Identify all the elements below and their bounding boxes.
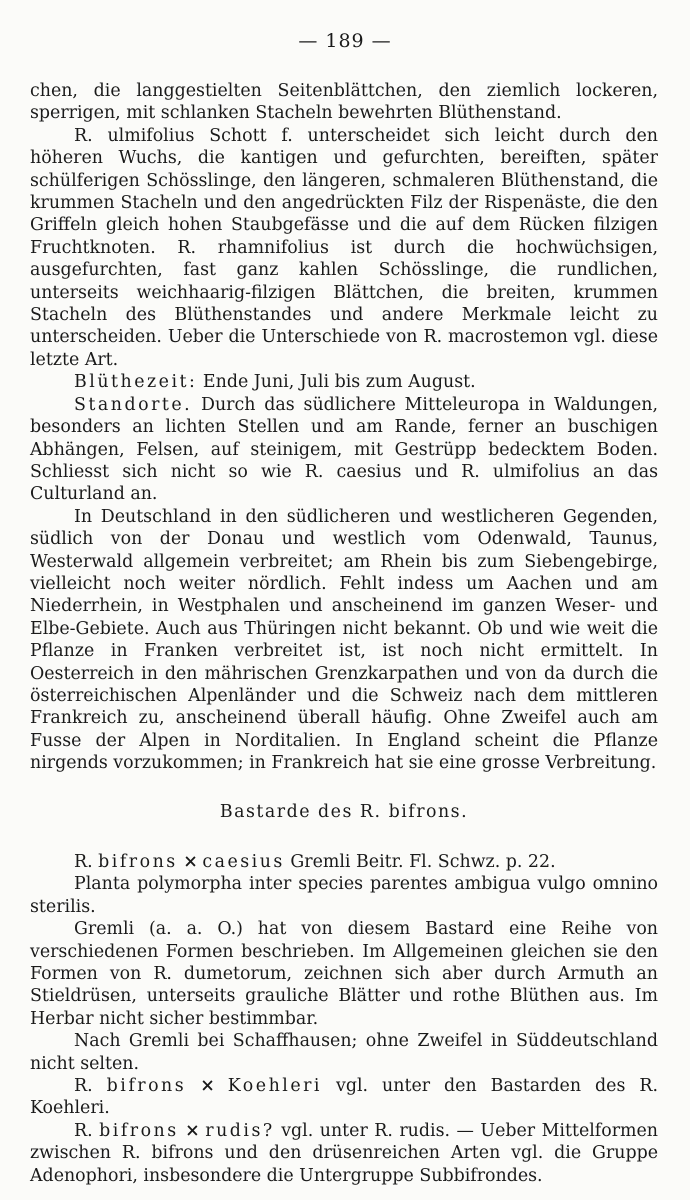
paragraph-standorte <box>30 394 658 506</box>
entry-parent-2: Koehleri <box>227 1076 322 1097</box>
page-body <box>30 80 658 1187</box>
page-number: — 189 — <box>298 30 392 52</box>
entry-distribution: Nach Gremli bei Schaffhausen; ohne Zweifel in Süddeutschland nicht selten. <box>30 1031 658 1074</box>
paragraph-continuation: chen, die langgestielten Seitenblättchen, den ziemlich lockeren, sperrigen, mit schlanken Stacheln bewehrten Blüthenstand. <box>30 81 658 124</box>
paragraph-ulmifolius: R. ulmifolius Schott f. unterscheidet sich leicht durch den höheren Wuchs, die kantigen und gefurchten, bereiften, später schülferigen Schösslinge, den längeren, schmaleren Blüthenstand, die krummen Stacheln und den angedrückten Filz der Rispenäste, die den Griffeln gleich hohen Staubgefässe und die auf dem Rücken filzigen Fruchtknoten. R. rhamnifolius ist durch die hochwüchsigen, ausgefurchten, fast ganz kahlen Schösslinge, die rundlichen, unterseits weichhaarig-filzigen Blättchen, die breiten, krummen Stacheln des Blüthenstandes und andere Merkmale leicht zu unterscheiden. Ueber die Unterschiede von R. macrostemon vgl. diese letzte Art. <box>30 125 658 370</box>
paragraph-verbreitung: In Deutschland in den südlicheren und westlicheren Gegenden, südlich von der Donau und westlich vom Odenwald, Taunus, Westerwald allgemein verbreitet; am Rhein bis zum Siebengebirge, vielleicht noch weiter nördlich. Fehlt indess um Aachen und am Niederrhein, in Westphalen und anscheinend im ganzen Weser- und Elbe-Gebiete. Auch aus Thüringen nicht bekannt. Ob und wie weit die Pflanze in Franken verbreitet ist, ist noch nicht ermittelt. In Oesterreich in den mährischen Grenzkarpathen und von da durch die österreichischen Alpenländer und die Schweiz nach dem mittleren Frankreich zu, anscheinend überall häufig. Ohne Zweifel auch am Fusse der Alpen in Norditalien. In England scheint die Pflanze nirgends vorzukommen; in Frankreich hat sie eine grosse Verbreitung. <box>30 506 658 774</box>
section-title: Bastarde des R. bifrons. <box>219 801 469 822</box>
entry-reference: Gremli Beitr. Fl. Schwz. p. 22. <box>284 852 556 872</box>
entry-parent-2: rudis? <box>205 1120 275 1141</box>
entry-parent-2: caesius <box>202 852 285 872</box>
hybrid-sign: × <box>183 852 197 872</box>
hybrid-sign: × <box>185 1120 199 1141</box>
bluethezeit-label: Blüthezeit: <box>74 372 198 393</box>
bluethezeit-text: Ende Juni, Juli bis zum August. <box>197 372 476 393</box>
entry-reference: vgl. unter R. rudis. — Ueber Mittelformen zwischen R. bifrons und den drüsenreichen Arten vgl. die Gruppe Adenophori, insbesondere die Untergruppe Subbifrondes. <box>30 1120 658 1186</box>
standorte-text: Durch das südlichere Mitteleuropa in Waldungen, besonders an lichten Stellen und am Rande, ferner an buschigen Abhängen, Felsen, auf steinigem, mit Gestrüpp bedecktem Boden. Schliesst sich nicht so wie R. caesius und R. ulmifolius an das Culturland an. <box>30 394 658 505</box>
entry-bifrons-rudis <box>30 1120 658 1187</box>
paragraph-bluethezeit <box>30 371 658 393</box>
entry-reference: vgl. unter den Bastarden des R. Koehleri. <box>30 1076 659 1119</box>
entry-parent-1: bifrons <box>99 1120 179 1141</box>
hybrid-sign: × <box>200 1076 214 1097</box>
entry-parent-1: bifrons <box>106 1076 187 1097</box>
entry-parent-1: bifrons <box>98 852 178 872</box>
entry-prefix: R. <box>74 1120 100 1141</box>
standorte-label: Standorte. <box>74 394 193 415</box>
entry-prefix: R. <box>74 1076 107 1097</box>
entry-prefix: R. <box>74 852 99 872</box>
entry-latin-diagnosis: Planta polymorpha inter species parentes ambigua vulgo omnino sterilis. <box>30 874 658 917</box>
entry-bifrons-caesius <box>30 851 658 873</box>
entry-description: Gremli (a. a. O.) hat von diesem Bastard eine Reihe von verschiedenen Formen beschrieben. Im Allgemeinen gleichen sie den Formen von R. dumetorum, zeichnen sich aber durch Armuth an Stieldrüsen, unterseits grauliche Blätter und rothe Blüthen aus. Im Herbar nicht sicher bestimmbar. <box>30 919 658 1029</box>
entry-bifrons-koehleri <box>30 1075 658 1120</box>
